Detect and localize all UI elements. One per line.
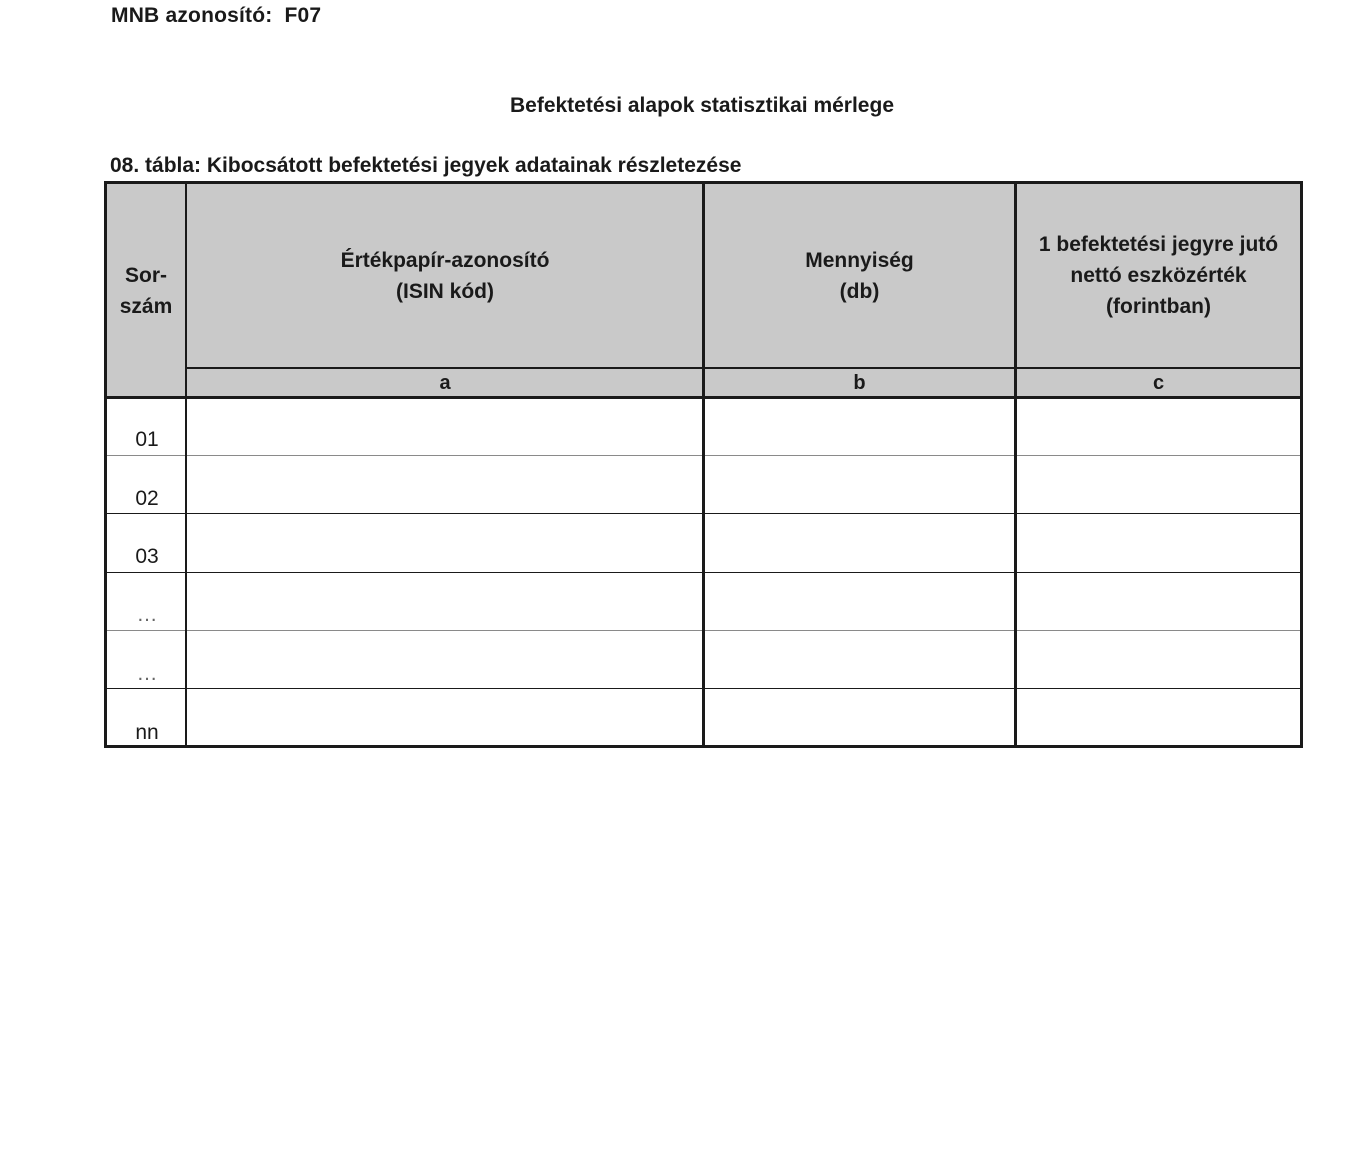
header-col-mennyiseg-line-1: Mennyiség — [805, 248, 914, 272]
header-col-eszkozertek-line-3: (forintban) — [1106, 295, 1211, 318]
mnb-identifier: MNB azonosító: F07 — [111, 4, 322, 27]
row-number-3: 03 — [135, 545, 159, 568]
header-col-eszkozertek-line-1: 1 befektetési jegyre jutó — [1038, 233, 1279, 256]
column-letter-c: c — [1152, 372, 1165, 394]
table-caption: 08. tábla: Kibocsátott befektetési jegyek adatainak részletezése — [110, 154, 742, 177]
column-letter-b: b — [853, 372, 866, 394]
header-letter-rule — [185, 367, 1300, 369]
header-col-sorszam-line-1: Sor- — [125, 263, 167, 287]
header-col-isin-line-2: (ISIN kód) — [396, 279, 494, 303]
header-col-sorszam-line-2: szám — [119, 294, 173, 318]
row-number-5: … — [136, 662, 158, 685]
row-number-4: … — [136, 603, 158, 626]
row-number-2: 02 — [135, 487, 159, 510]
column-letter-a: a — [439, 372, 451, 394]
data-table — [104, 181, 1303, 748]
column-rule-1 — [185, 184, 187, 745]
header-col-mennyiseg-line-2: (db) — [839, 279, 880, 303]
header-col-sorszam — [107, 184, 185, 397]
row-number-6: nn — [135, 721, 159, 744]
column-rule-3 — [1014, 184, 1017, 745]
header-col-mennyiseg — [705, 184, 1014, 367]
column-rule-2 — [702, 184, 705, 745]
header-col-isin-line-1: Értékpapír-azonosító — [340, 248, 550, 272]
header-col-eszkozertek-line-2: nettó eszközérték — [1070, 264, 1247, 287]
page-title: Befektetési alapok statisztikai mérlege — [509, 94, 894, 117]
header-col-eszkozertek — [1017, 184, 1300, 367]
row-number-1: 01 — [135, 428, 159, 451]
header-col-isin — [187, 184, 703, 367]
